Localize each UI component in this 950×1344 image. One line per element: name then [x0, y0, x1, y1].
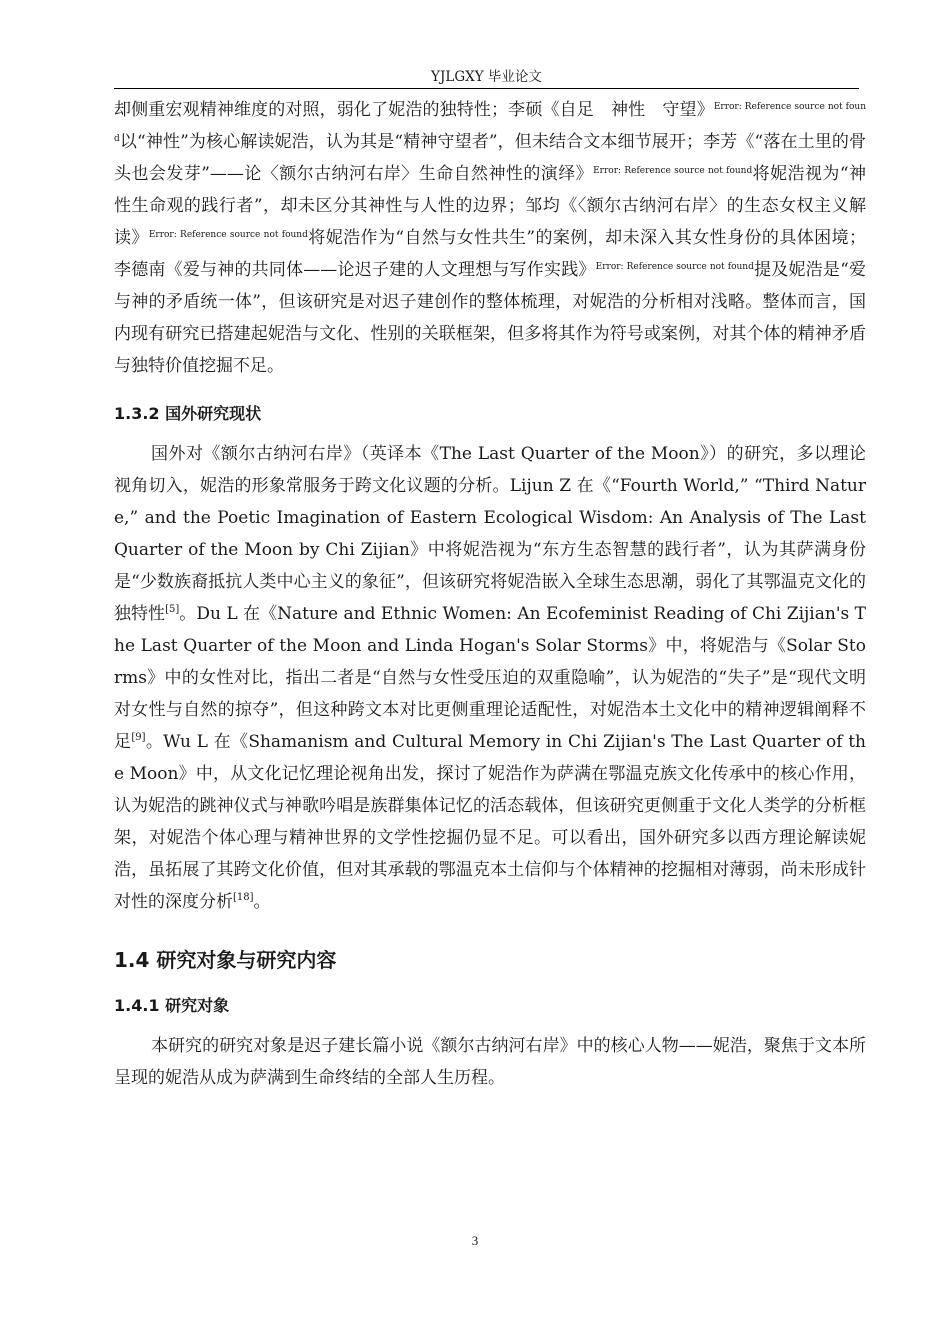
text-run: 将妮浩作为“自然与女性共生”的案例，却未深入其女性身份的具体困境；李德南《爱与神的共同体——论迟子建的人文理想与写作实践》 — [114, 228, 867, 280]
section-heading-1-4-1: 1.4.1 研究对象 — [114, 996, 230, 1015]
citation-marker: [9] — [131, 732, 146, 743]
section-heading-1-3-2: 1.3.2 国外研究现状 — [114, 404, 262, 423]
text-run: 。 — [253, 892, 271, 912]
section-heading-1-4: 1.4 研究对象与研究内容 — [114, 948, 337, 972]
paragraph-domestic-review-continued — [114, 94, 866, 382]
text-run: 。Du L 在《Nature and Ethnic Women: An Ecofeminist Reading of Chi Zijian's The Last Quarter of the Moon and Linda Hogan's Solar Storms》中，将妮浩与《Solar Storms》中的女性对比，指出二者是“自然与女性受压迫的双重隐喻”，认为妮浩的“失子”是“现代文明对女性与自然的掠夺”，但这种跨文本对比更侧重理论适配性，对妮浩本土文化中的精神逻辑阐释不足 — [114, 604, 866, 752]
running-header: YJLGXY 毕业论文 — [431, 69, 542, 85]
citation-marker: [5] — [165, 604, 180, 615]
text-run: 国外对《额尔古纳河右岸》（英译本《The Last Quarter of the Moon》）的研究，多以理论视角切入，妮浩的形象常服务于跨文化议题的分析。Lijun Z 在《“Fourth World,” “Third Nature,” and the Poetic Imagination of Eastern Ecological Wisdom: An Analysis of The Last Quarter of the Moon by Chi Zijian》中将妮浩视为“东方生态智慧的践行者”，认为其萨满身份是“少数族裔抵抗人类中心主义的象征”，但该研究将妮浩嵌入全球生态思潮，弱化了其鄂温克文化的独特性 — [114, 444, 866, 624]
citation-marker: [18] — [233, 892, 254, 903]
text-run: 将妮浩视为“神性生命观的践行者”，却未区分其神性与人性的边界；邹均《〈额尔古纳河右岸〉的生态女权主义解读》 — [114, 164, 866, 248]
header-rule — [114, 88, 859, 89]
text-run: 却侧重宏观精神维度的对照，弱化了妮浩的独特性；李硕《自足 神性 守望》 — [114, 100, 714, 120]
paragraph-research-object: 本研究的研究对象是迟子建长篇小说《额尔古纳河右岸》中的核心人物——妮浩，聚焦于文本所呈现的妮浩从成为萨满到生命终结的全部人生历程。 — [114, 1036, 866, 1088]
text-run: 。Wu L 在《Shamanism and Cultural Memory in Chi Zijian's The Last Quarter of the Moon》中，从文化记忆理论视角出发，探讨了妮浩作为萨满在鄂温克族文化传承中的核心作用，认为妮浩的跳神仪式与神歌吟唱是族群集体记忆的活态载体，但该研究更侧重于文化人类学的分析框架，对妮浩个体心理与精神世界的文学性挖掘仍显不足。可以看出，国外研究多以西方理论解读妮浩，虽拓展了其跨文化价值，但对其承载的鄂温克本土信仰与个体精神的挖掘相对薄弱，尚未形成针对性的深度分析 — [114, 732, 867, 912]
reference-error-marker: Error: Reference source not found — [148, 230, 308, 240]
text-run: 提及妮浩是“爱与神的矛盾统一体”，但该研究是对迟子建创作的整体梳理，对妮浩的分析相对浅略。整体而言，国内现有研究已搭建起妮浩与文化、性别的关联框架，但多将其作为符号或案例，对其个体的精神矛盾与独特价值挖掘不足。 — [114, 260, 866, 376]
body-text — [114, 94, 866, 1094]
text-run: 以“神性”为核心解读妮浩，认为其是“精神守望者”，但未结合文本细节展开；李芳《“落在土里的骨头也会发芽”——论〈额尔古纳河右岸〉生命自然神性的演绎》 — [114, 132, 866, 184]
reference-error-marker: Error: Reference source not found — [595, 262, 754, 272]
reference-error-marker: Error: Reference source not found — [593, 166, 753, 176]
page-number: 3 — [471, 1233, 479, 1248]
paragraph-foreign-review — [114, 438, 866, 918]
reference-error-marker: Error: Reference source not found — [114, 102, 866, 144]
